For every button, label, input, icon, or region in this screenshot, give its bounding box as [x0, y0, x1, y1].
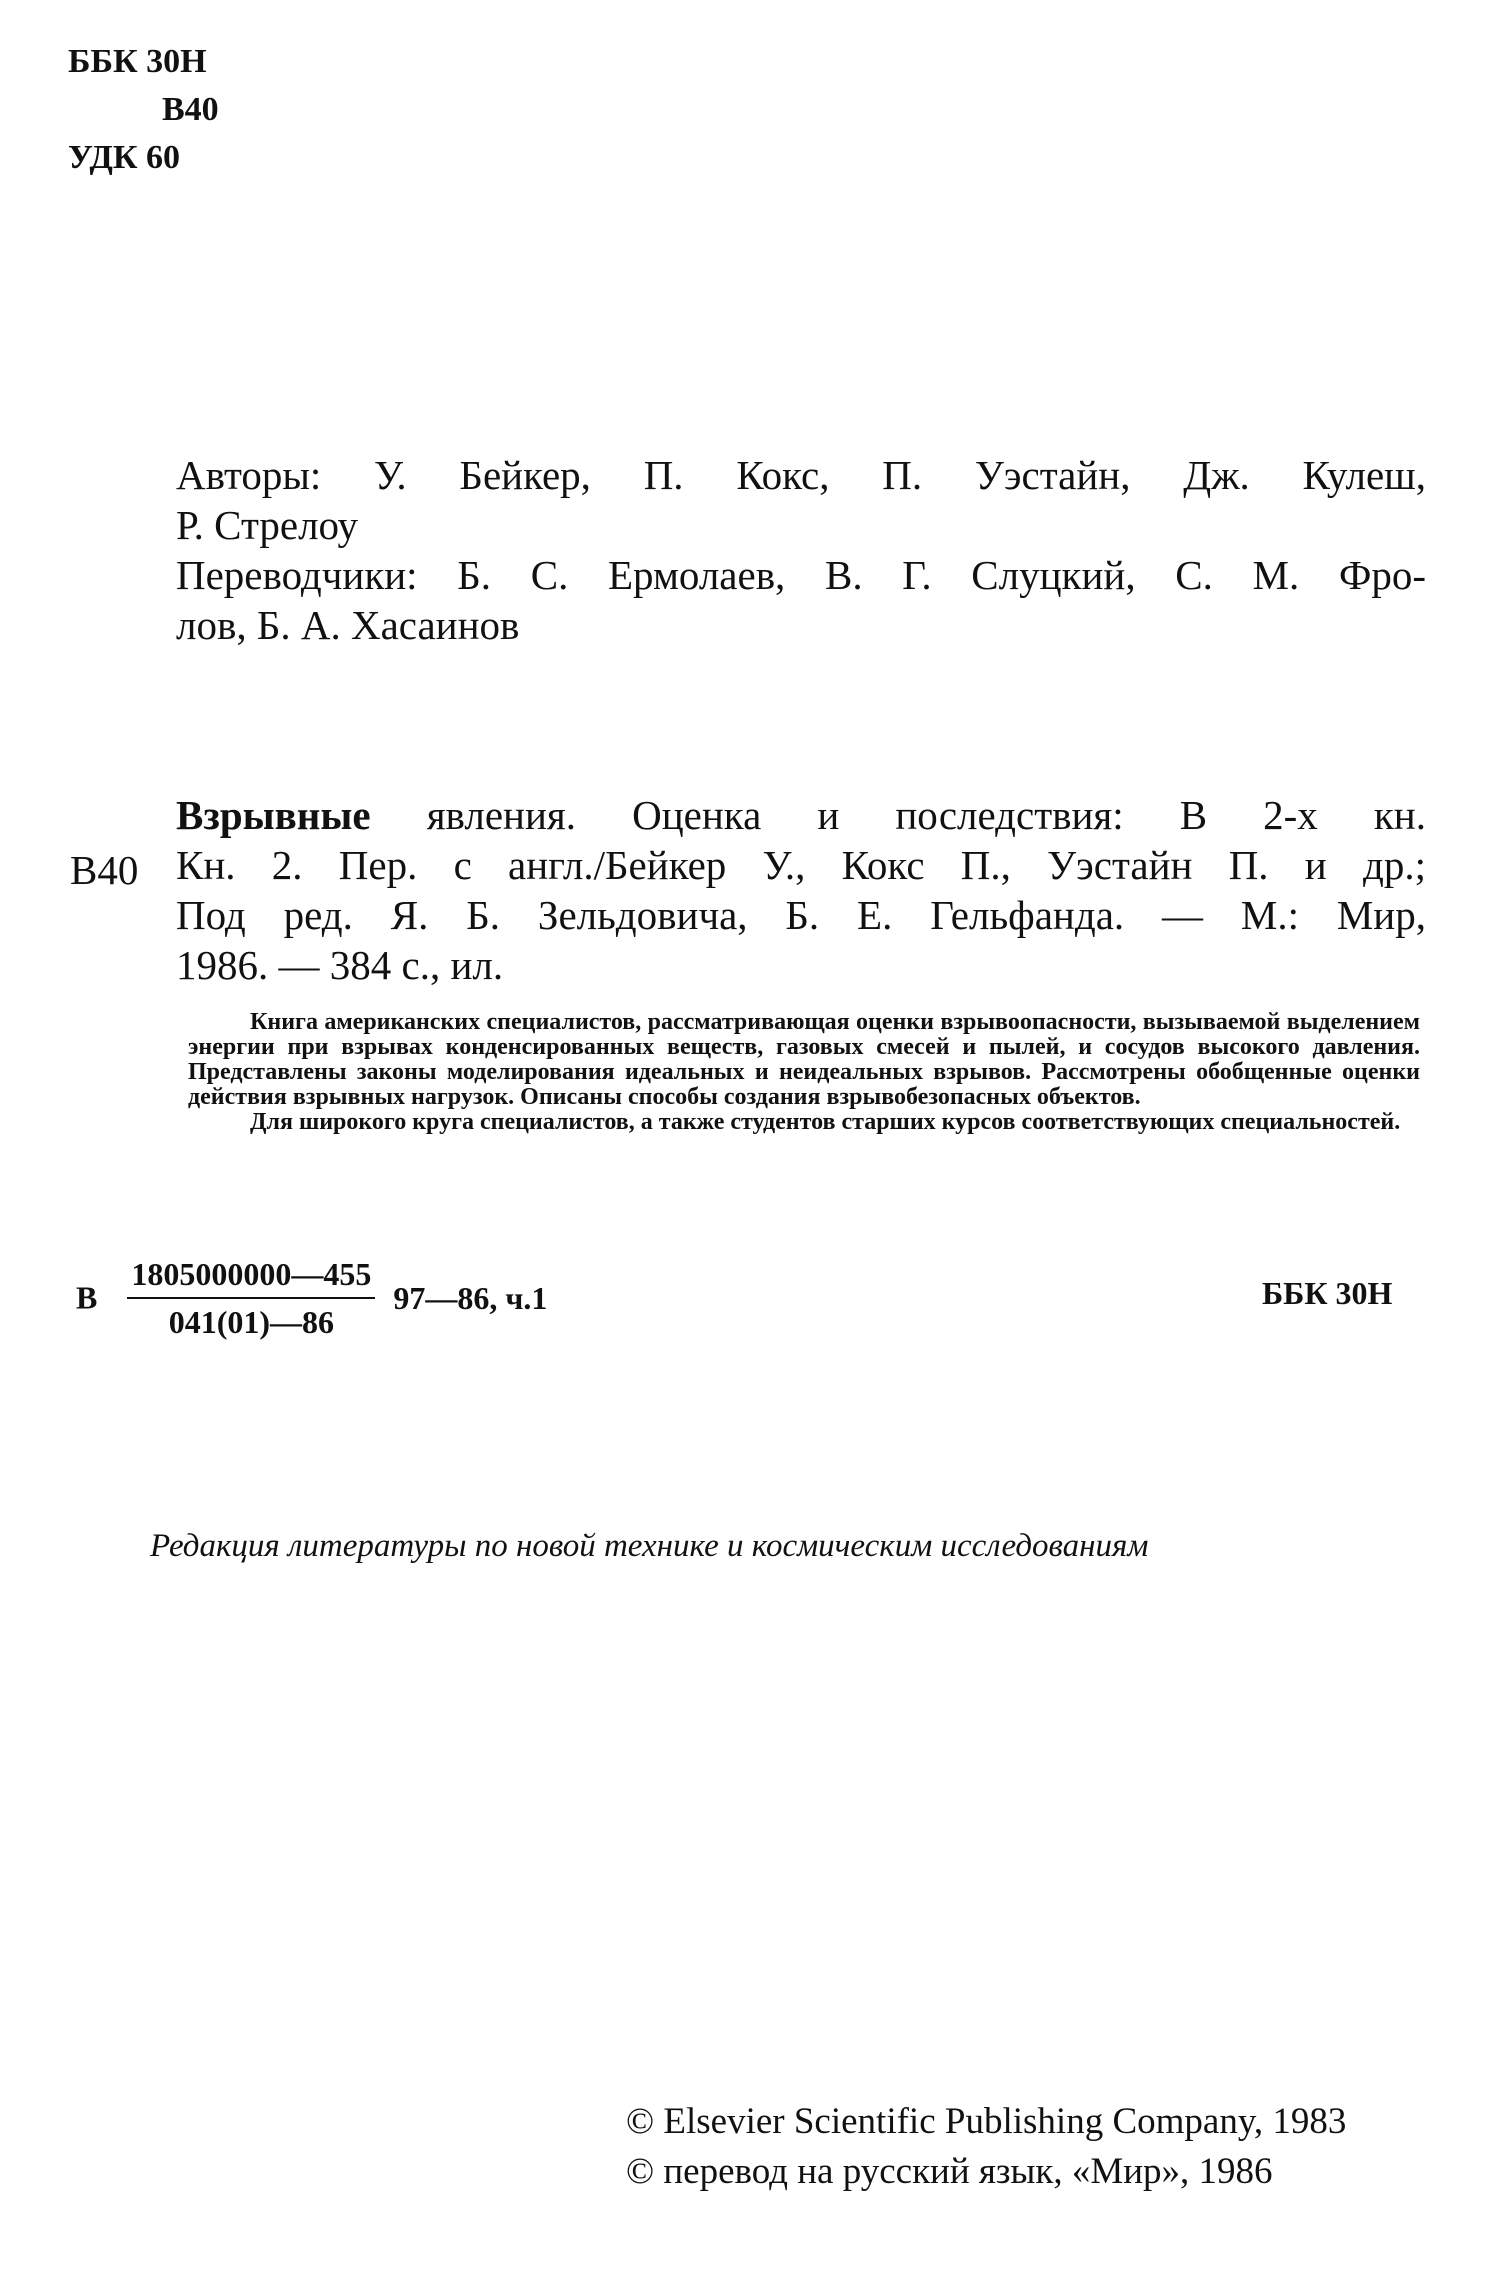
authors-line-1: Авторы: У. Бейкер, П. Кокс, П. Уэстайн, Дж. Кулеш,	[176, 452, 1426, 498]
authors-line-2: Р. Стрелоу	[176, 502, 358, 548]
catalog-numerator: 1805000000—455	[127, 1255, 375, 1299]
translators-line-1: Переводчики: Б. С. Ермолаев, В. Г. Слуцкий, С. М. Фро-	[176, 552, 1426, 598]
bibliographic-line-1-rest: явления. Оценка и последствия: В 2-х кн.	[370, 792, 1426, 838]
book-title-word: Взрывные	[176, 792, 371, 838]
abstract-paragraph-2: Для широкого круга специалистов, а также студентов старших курсов соответствующих специальностей.	[250, 1109, 1401, 1135]
bibliographic-line-1	[176, 790, 1426, 840]
bibliographic-line-3: Под ред. Я. Б. Зельдовича, Б. Е. Гельфанда. — М.: Мир,	[176, 892, 1426, 938]
abstract-paragraph-1: Книга американских специалистов, рассматривающая оценки взрывоопасности, вызываемой выделением энергии при взрывах конденсированных веществ, газовых смесей и пылей, и сосудов высокого давления. Представлены законы моделирования идеальных и неидеальных взрывов. Рассмотрены обобщенные оценки действия взрывных нагрузок. Описаны способы создания взрывобезопасных объектов.	[188, 1009, 1420, 1110]
bbk-right: ББК 30Н	[1262, 1275, 1393, 1311]
bibliographic-line-2: Кн. 2. Пер. с англ./Бейкер У., Кокс П., Уэстайн П. и др.;	[176, 842, 1426, 888]
bbk-code: ББК 30Н	[68, 43, 207, 80]
catalog-suffix: 97—86, ч.1	[393, 1279, 548, 1316]
bibliographic-description	[176, 790, 1426, 990]
catalog-denominator: 041(01)—86	[168, 1304, 334, 1340]
catalog-code	[76, 1255, 547, 1341]
udk-code: УДК 60	[68, 139, 181, 176]
catalog-letter: В	[76, 1279, 98, 1316]
authors-block	[176, 450, 1426, 550]
bibliographic-index: В40	[70, 847, 139, 893]
translators-block	[176, 550, 1426, 650]
editorial-office: Редакция литературы по новой технике и космическим исследованиям	[150, 1528, 1149, 1564]
abstract	[188, 1010, 1420, 1135]
bibliographic-line-4: 1986. — 384 с., ил.	[176, 942, 504, 988]
copyright-translation: © перевод на русский язык, «Мир», 1986	[626, 2151, 1273, 2192]
copyright-original: © Elsevier Scientific Publishing Company, 1983	[626, 2101, 1347, 2142]
catalog-fraction	[127, 1255, 375, 1341]
classification-block	[68, 38, 219, 182]
b-code: В40	[162, 91, 219, 128]
translators-line-2: лов, Б. А. Хасаинов	[176, 602, 520, 648]
